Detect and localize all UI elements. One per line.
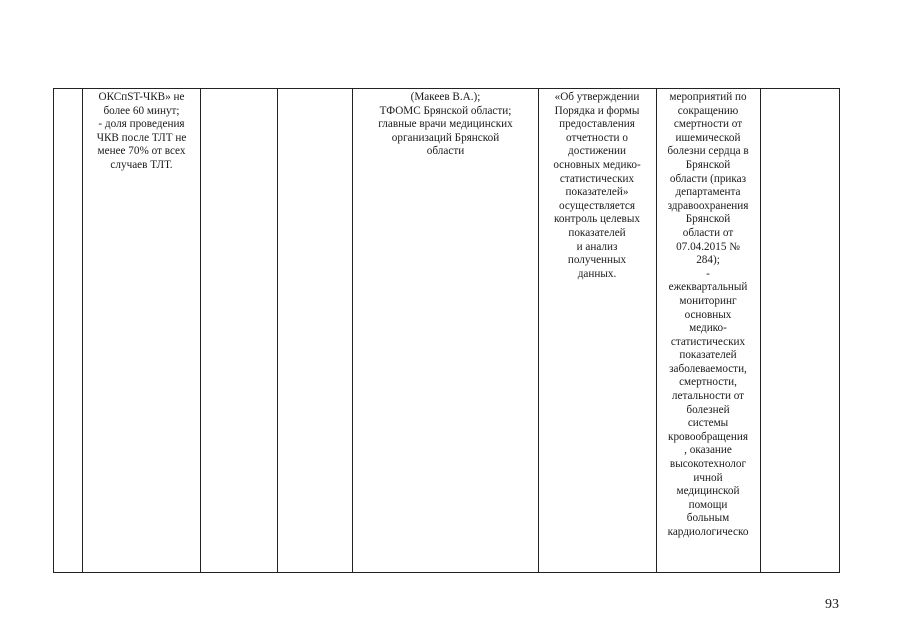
measures-line: Брянской xyxy=(685,213,731,226)
measures-line: кровообращения xyxy=(668,430,748,443)
order-reference-line: основных медико- xyxy=(553,158,641,171)
measures-line: области (приказ xyxy=(669,172,747,185)
indicators-line: - доля проведения xyxy=(98,118,185,131)
measures-line: сокращению xyxy=(677,104,739,117)
order-reference-line: показателей xyxy=(568,226,626,239)
responsible-line: организаций Брянской xyxy=(391,131,500,144)
measures-line: - xyxy=(706,267,710,280)
measures-line: системы xyxy=(687,417,729,430)
measures-line: 07.04.2015 № xyxy=(676,240,740,253)
indicators-line: ЧКВ после ТЛТ не xyxy=(96,131,187,144)
order-reference-line: Порядка и формы xyxy=(554,104,640,117)
order-reference-line: показателей» xyxy=(565,186,629,199)
table-bottom-border xyxy=(53,572,840,573)
table-top-border xyxy=(53,88,840,89)
measures-line: ишемической xyxy=(675,131,741,144)
column-border xyxy=(760,88,761,573)
indicators-line: ОКСпST-ЧКВ» не xyxy=(98,91,185,103)
measures-line: департамента xyxy=(675,186,741,199)
order-reference-line: полученных xyxy=(567,254,627,267)
indicators-line: менее 70% от всех xyxy=(97,145,186,158)
measures-line: статистических xyxy=(670,335,746,348)
indicators-line: более 60 минут; xyxy=(103,104,180,117)
measures-line: кардиологическо xyxy=(667,526,749,538)
column-border xyxy=(277,88,278,573)
order-reference-line: достижении xyxy=(568,145,626,158)
measures-line: мероприятий по xyxy=(669,91,747,103)
measures-line: ежеквартальный xyxy=(668,281,748,294)
order-reference-line: данных. xyxy=(577,267,617,280)
page-number: 93 xyxy=(825,597,839,612)
measures-line: больным xyxy=(686,512,730,525)
order-reference-line: «Об утверждении xyxy=(554,91,640,103)
responsible-line: ТФОМС Брянской области; xyxy=(379,104,512,117)
measures-line: области от xyxy=(682,226,734,239)
measures-line: , оказание xyxy=(684,444,732,457)
measures-line: заболеваемости, xyxy=(669,362,747,375)
measures-line: смертности, xyxy=(679,376,737,389)
column-border xyxy=(200,88,201,573)
responsible-line: главные врачи медицинских xyxy=(378,118,513,131)
order-reference-line: осуществляется xyxy=(559,199,635,212)
column-border xyxy=(53,88,54,573)
measures-line: болезней xyxy=(686,403,730,416)
measures-line: мониторинг xyxy=(679,294,737,307)
cell-measures xyxy=(657,91,759,540)
order-reference-line: и анализ xyxy=(576,240,618,253)
measures-line: медико- xyxy=(689,322,727,335)
order-reference-line: предоставления xyxy=(559,118,635,131)
measures-line: Брянской xyxy=(685,158,731,171)
order-reference-line: отчетности о xyxy=(566,131,628,144)
measures-line: болезни сердца в xyxy=(667,145,749,158)
column-border xyxy=(82,88,83,573)
order-reference-line: статистических xyxy=(559,172,635,185)
responsible-line: области xyxy=(426,145,465,158)
measures-line: высокотехнолог xyxy=(669,458,747,471)
responsible-line: (Макеев В.А.); xyxy=(410,91,481,103)
measures-line: ичной xyxy=(693,471,723,484)
cell-responsible xyxy=(354,91,537,159)
measures-line: смертности от xyxy=(673,118,743,131)
indicators-line: случаев ТЛТ. xyxy=(110,158,173,171)
column-border xyxy=(839,88,840,573)
measures-line: основных xyxy=(684,308,732,321)
cell-order-reference xyxy=(539,91,655,281)
measures-line: помощи xyxy=(688,498,728,511)
measures-line: показателей xyxy=(679,349,737,362)
measures-line: 284); xyxy=(696,254,720,267)
order-reference-line: контроль целевых xyxy=(554,213,640,226)
measures-line: здравоохранения xyxy=(667,199,749,212)
column-border xyxy=(352,88,353,573)
measures-line: летальности от xyxy=(671,390,745,403)
measures-line: медицинской xyxy=(676,485,740,498)
cell-indicators xyxy=(84,91,199,173)
